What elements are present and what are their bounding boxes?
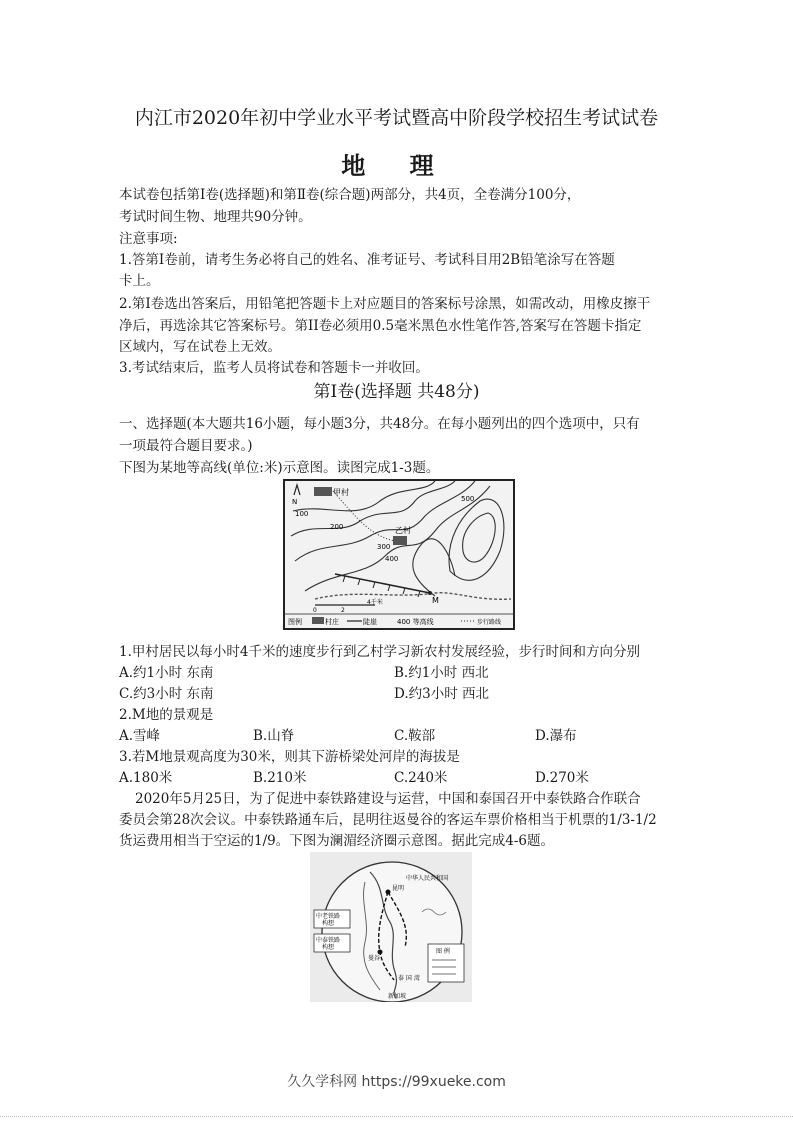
china-label: 中华人民共和国: [406, 875, 449, 882]
instruction-line: 本试卷包括第I卷(选择题)和第Ⅱ卷(综合题)两部分，共4页，全卷满分100分，: [119, 187, 581, 203]
contour-label-200: 200: [330, 523, 344, 531]
question-2-option-d: D.瀑布: [535, 728, 577, 744]
question-1-option-b: B.约1小时 西北: [394, 665, 489, 681]
passage-line: 货运费用相当于空运的1/9。下图为澜湄经济圈示意图。据此完成4-6题。: [119, 833, 554, 849]
scale-label-4: 4千米: [367, 599, 383, 606]
railway-label-2b: 构想: [322, 944, 335, 951]
instruction-line: 净后，再选涂其它答案标号。第II卷必须用0.5毫米黑色水性笔作答,答案写在答题卡指定: [119, 318, 642, 334]
legend-trail-label: 步行路线: [477, 619, 502, 626]
instruction-line: 3.考试结束后，监考人员将试卷和答题卡一并收回。: [119, 360, 429, 376]
exam-title: 内江市2020年初中学业水平考试暨高中阶段学校招生考试试卷: [134, 107, 659, 129]
legend-village-swatch: [312, 617, 324, 624]
economic-circle-map: [310, 852, 472, 1002]
contour-label-400: 400: [385, 555, 399, 563]
question-1-option-a: A.约1小时 东南: [119, 665, 214, 681]
bangkok-marker: [378, 950, 383, 955]
legend-contour-label: 400 等高线: [397, 618, 434, 626]
section-intro: 一项最符合题目要求。): [119, 438, 253, 454]
instruction-line: 卡上。: [119, 273, 160, 289]
village-a-marker: [314, 487, 332, 496]
legend-title: 图例: [288, 618, 302, 626]
instruction-line: 2.第I卷选出答案后，用铅笔把答题卡上对应题目的答案标号涂黑，如需改动，用橡皮擦干: [119, 296, 651, 312]
instruction-line: 1.答第I卷前，请考生务必将自己的姓名、准考证号、考试科目用2B铅笔涂写在答题: [119, 252, 615, 268]
singapore-label: 新加坡: [388, 993, 407, 1000]
kunming-marker: [386, 890, 391, 895]
legend-cliff-label: 陡崖: [363, 618, 377, 626]
passage-line: 委员会第28次会议。中泰铁路通车后，昆明往返曼谷的客运车票价格相当于机票的1/3-1/2: [119, 812, 657, 828]
question-3-stem: 3.若M地景观高度为30米，则其下游桥梁处河岸的海拔是: [119, 749, 460, 765]
north-label: N: [292, 498, 298, 506]
legend-village-label: 村庄: [325, 618, 339, 626]
contour-label-300: 300: [377, 543, 391, 551]
scale-label-2: 2: [341, 607, 345, 614]
economic-circle-map-figure: [310, 852, 472, 1002]
bottom-dotted-border: [0, 1116, 793, 1119]
village-b-label: 乙村: [395, 526, 411, 535]
contour-map-figure: [283, 479, 515, 630]
section-intro: 一、选择题(本大题共16小题，每小题3分，共48分。在每小题列出的四个选项中，只有: [119, 416, 640, 432]
village-a-label: 甲村: [333, 488, 349, 497]
question-3-option-b: B.210米: [253, 770, 307, 786]
figure1-caption: 下图为某地等高线(单位:米)示意图。读图完成1-3题。: [119, 460, 440, 476]
instruction-line: 区域内，写在试卷上无效。: [119, 339, 281, 355]
gulf-label: 泰 国 湾: [398, 975, 420, 982]
footer-watermark: 久久学科网 https://99xueke.com: [287, 1074, 506, 1090]
question-2-stem: 2.M地的景观是: [119, 707, 214, 723]
section-title: 第I卷(选择题 共48分): [313, 382, 480, 402]
railway-label-2: 中泰铁路: [316, 937, 341, 944]
point-m-marker: [428, 591, 432, 595]
instruction-line: 考试时间生物、地理共90分钟。: [119, 209, 312, 225]
question-2-option-a: A.雪峰: [119, 728, 161, 744]
question-1-option-c: C.约3小时 东南: [119, 686, 214, 702]
question-2-option-c: C.鞍部: [394, 728, 436, 744]
point-m-label: M: [432, 596, 439, 605]
passage-line: 2020年5月25日，为了促进中泰铁路建设与运营，中国和泰国召开中泰铁路合作联合: [135, 791, 641, 807]
subject-title: 地 理: [341, 151, 452, 180]
kunming-label: 昆明: [392, 885, 405, 892]
legend-label: 图 例: [436, 948, 450, 955]
question-2-option-b: B.山脊: [253, 728, 295, 744]
question-1-option-d: D.约3小时 西北: [394, 686, 490, 702]
railway-label-1: 中老铁路: [316, 913, 341, 920]
village-b-marker: [393, 536, 407, 545]
contour-map: [285, 481, 513, 628]
question-1-stem: 1.甲村居民以每小时4千米的速度步行到乙村学习新农村发展经验，步行时间和方向分别: [119, 644, 640, 660]
contour-label-500: 500: [461, 495, 475, 503]
question-3-option-d: D.270米: [535, 770, 589, 786]
railway-label-1b: 构想: [322, 920, 335, 927]
bangkok-label: 曼谷: [368, 955, 381, 962]
contour-label-100: 100: [295, 510, 309, 518]
instruction-line: 注意事项:: [119, 231, 178, 247]
question-3-option-a: A.180米: [119, 770, 173, 786]
scale-label-0: 0: [313, 607, 317, 614]
question-3-option-c: C.240米: [394, 770, 448, 786]
